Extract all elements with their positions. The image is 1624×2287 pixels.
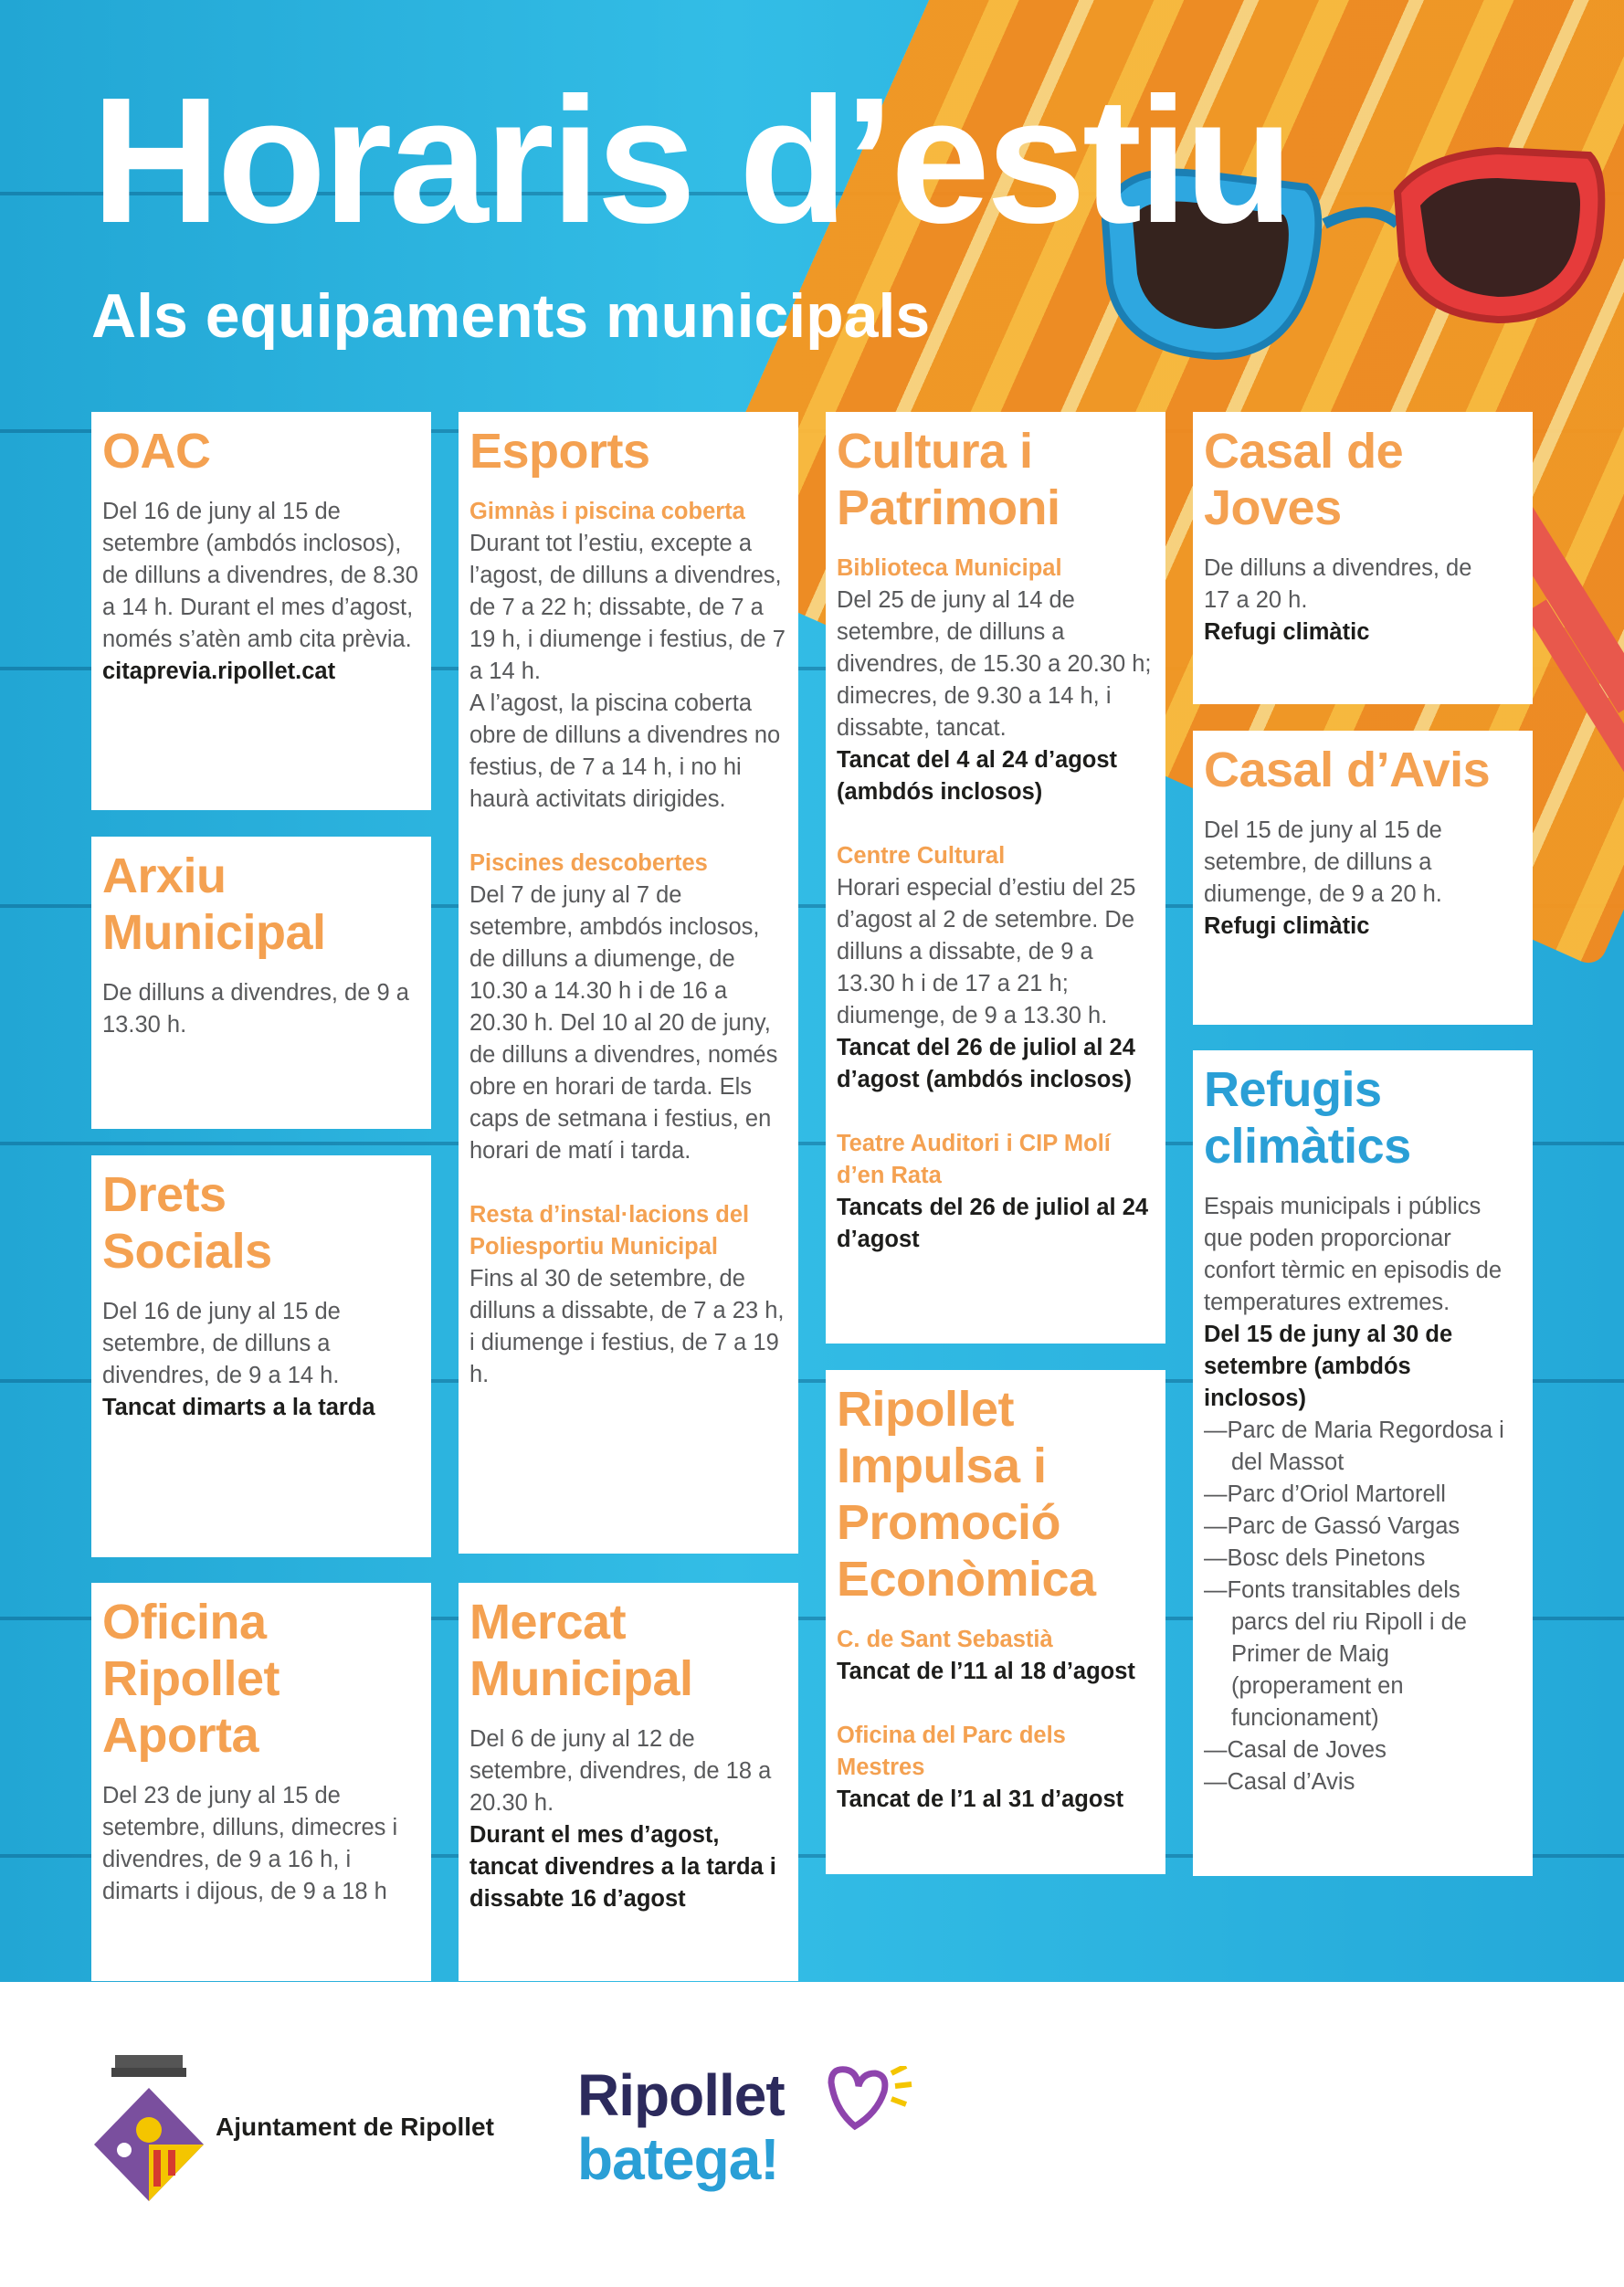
list-item: —Casal de Joves	[1204, 1737, 1387, 1763]
section-text: Del 7 de juny al 7 de setembre, ambdós inclosos, de dilluns a diumenge, de 10.30 a 14.30 h i de 16 a 20.30 h. Del 10 al 20 de juny, de dilluns a divendres, només obre en horari de tarda. Els caps de setmana i festius, en horari de matí i tarda.	[469, 882, 778, 1164]
page-title: Horaris d’estiu	[91, 60, 1291, 260]
card-text: Del 16 de juny al 15 de setembre (ambdós inclosos), de dilluns a divendres, de 8.30 a 14 h. Durant el mes d’agost, només s’atèn amb cita prèvia.	[102, 499, 418, 652]
ajuntament-name: Ajuntament de Ripollet	[216, 2113, 494, 2141]
cita-previa-link[interactable]: citaprevia.ripollet.cat	[102, 659, 336, 684]
card-bold-note: Refugi climàtic	[1204, 619, 1370, 645]
card-refugis	[1193, 1050, 1533, 1876]
card-oficina-aporta	[91, 1583, 431, 1981]
list-item: —Parc d’Oriol Martorell	[1204, 1481, 1446, 1507]
list-item: —Fonts transitables dels parcs del riu Ripoll i de Primer de Maig (properament en funcionament)	[1204, 1577, 1467, 1731]
card-bold-note: Tancat dimarts a la tarda	[102, 1395, 375, 1420]
section-title: Resta d’instal·lacions del Poliesportiu Municipal	[469, 1202, 750, 1259]
card-title: Casal de Joves	[1204, 424, 1404, 535]
card-text: De dilluns a divendres, de 9 a 13.30 h.	[102, 980, 409, 1038]
card-text: Del 16 de juny al 15 de setembre, de dilluns a divendres, de 9 a 14 h.	[102, 1299, 341, 1388]
section-title: Piscines descobertes	[469, 850, 708, 876]
brand-batega: batega!	[577, 2126, 779, 2192]
card-title: Arxiu Municipal	[102, 848, 326, 960]
section-text: Fins al 30 de setembre, de dilluns a dissabte, de 7 a 23 h, i diumenge i festius, de 7 a 19 h.	[469, 1266, 785, 1387]
section-bold: Tancat de l’1 al 31 d’agost	[837, 1786, 1124, 1812]
card-title: Esports	[469, 424, 650, 479]
card-title: Oficina Ripollet Aporta	[102, 1595, 279, 1763]
card-bold-note: Durant el mes d’agost, tancat divendres a la tarda i dissabte 16 d’agost	[469, 1822, 776, 1912]
section-text: Durant tot l’estiu, excepte a l’agost, de dilluns a divendres, de 7 a 22 h; dissabte, de 7 a 19 h, i diumenge i festius, de 7 a 14 h.	[469, 531, 786, 684]
card-title: Cultura i Patrimoni	[837, 424, 1060, 535]
card-title: Refugis climàtics	[1204, 1062, 1411, 1174]
list-item: —Bosc dels Pinetons	[1204, 1545, 1426, 1571]
section-title: Oficina del Parc dels Mestres	[837, 1723, 1066, 1780]
card-drets-socials	[91, 1155, 431, 1557]
card-text: De dilluns a divendres, de 17 a 20 h.	[1204, 555, 1472, 613]
section-title: C. de Sant Sebastià	[837, 1627, 1053, 1652]
card-mercat	[459, 1583, 798, 1981]
card-ripollet-impulsa	[826, 1370, 1165, 1874]
section-bold: Tancat del 26 de juliol al 24 d’agost (ambdós inclosos)	[837, 1035, 1135, 1092]
card-bold-note: Refugi climàtic	[1204, 913, 1370, 939]
card-title: Mercat Municipal	[469, 1595, 693, 1706]
heart-icon	[822, 2066, 913, 2139]
card-casal-avis	[1193, 731, 1533, 1025]
section-title: Biblioteca Municipal	[837, 555, 1062, 581]
section-bold: Tancat del 4 al 24 d’agost (ambdós inclosos)	[837, 747, 1118, 805]
ajuntament-shield-logo	[90, 2055, 208, 2247]
card-cultura	[826, 412, 1165, 1344]
section-bold: Tancat de l’11 al 18 d’agost	[837, 1659, 1135, 1684]
section-bold: Tancats del 26 de juliol al 24 d’agost	[837, 1195, 1149, 1252]
card-text: Del 15 de juny al 15 de setembre, de dilluns a diumenge, de 9 a 20 h.	[1204, 817, 1442, 907]
card-bold-note: Del 15 de juny al 30 de setembre (ambdós inclosos)	[1204, 1322, 1453, 1411]
section-text: Del 25 de juny al 14 de setembre, de dilluns a divendres, de 15.30 a 20.30 h; dimecres, de 9.30 a 14 h, i dissabte, tancat.	[837, 587, 1152, 741]
card-esports	[459, 412, 798, 1554]
section-text: A l’agost, la piscina coberta obre de dilluns a divendres no festius, de 7 a 14 h, i no hi haurà activitats dirigides.	[469, 690, 781, 812]
card-arxiu	[91, 837, 431, 1129]
card-title: OAC	[102, 424, 211, 479]
card-casal-joves	[1193, 412, 1533, 704]
list-item: —Parc de Gassó Vargas	[1204, 1513, 1461, 1539]
card-oac	[91, 412, 431, 810]
card-title: Ripollet Impulsa i Promoció Econòmica	[837, 1382, 1096, 1607]
list-item: —Parc de Maria Regordosa i del Massot	[1204, 1418, 1504, 1475]
section-text: Horari especial d’estiu del 25 d’agost al 2 de setembre. De dilluns a dissabte, de 9 a 13.30 h i de 17 a 21 h; diumenge, de 9 a 13.30 h.	[837, 875, 1136, 1028]
section-title: Teatre Auditori i CIP Molí d’en Rata	[837, 1131, 1111, 1188]
section-title: Centre Cultural	[837, 843, 1006, 869]
card-text: Espais municipals i públics que poden proporcionar confort tèrmic en episodis de temperatures extremes.	[1204, 1194, 1502, 1315]
card-text: Del 6 de juny al 12 de setembre, divendres, de 18 a 20.30 h.	[469, 1726, 772, 1816]
card-title: Casal d’Avis	[1204, 743, 1491, 797]
page-subtitle: Als equipaments municipals	[91, 281, 931, 351]
section-title: Gimnàs i piscina coberta	[469, 499, 745, 524]
brand-ripollet: Ripollet	[577, 2062, 785, 2128]
list-item: —Casal d’Avis	[1204, 1769, 1355, 1795]
card-text: Del 23 de juny al 15 de setembre, dilluns, dimecres i divendres, de 9 a 16 h, i dimarts i dijous, de 9 a 18 h	[102, 1783, 398, 1904]
card-title: Drets Socials	[102, 1167, 272, 1279]
refugis-list	[1204, 1415, 1522, 1798]
